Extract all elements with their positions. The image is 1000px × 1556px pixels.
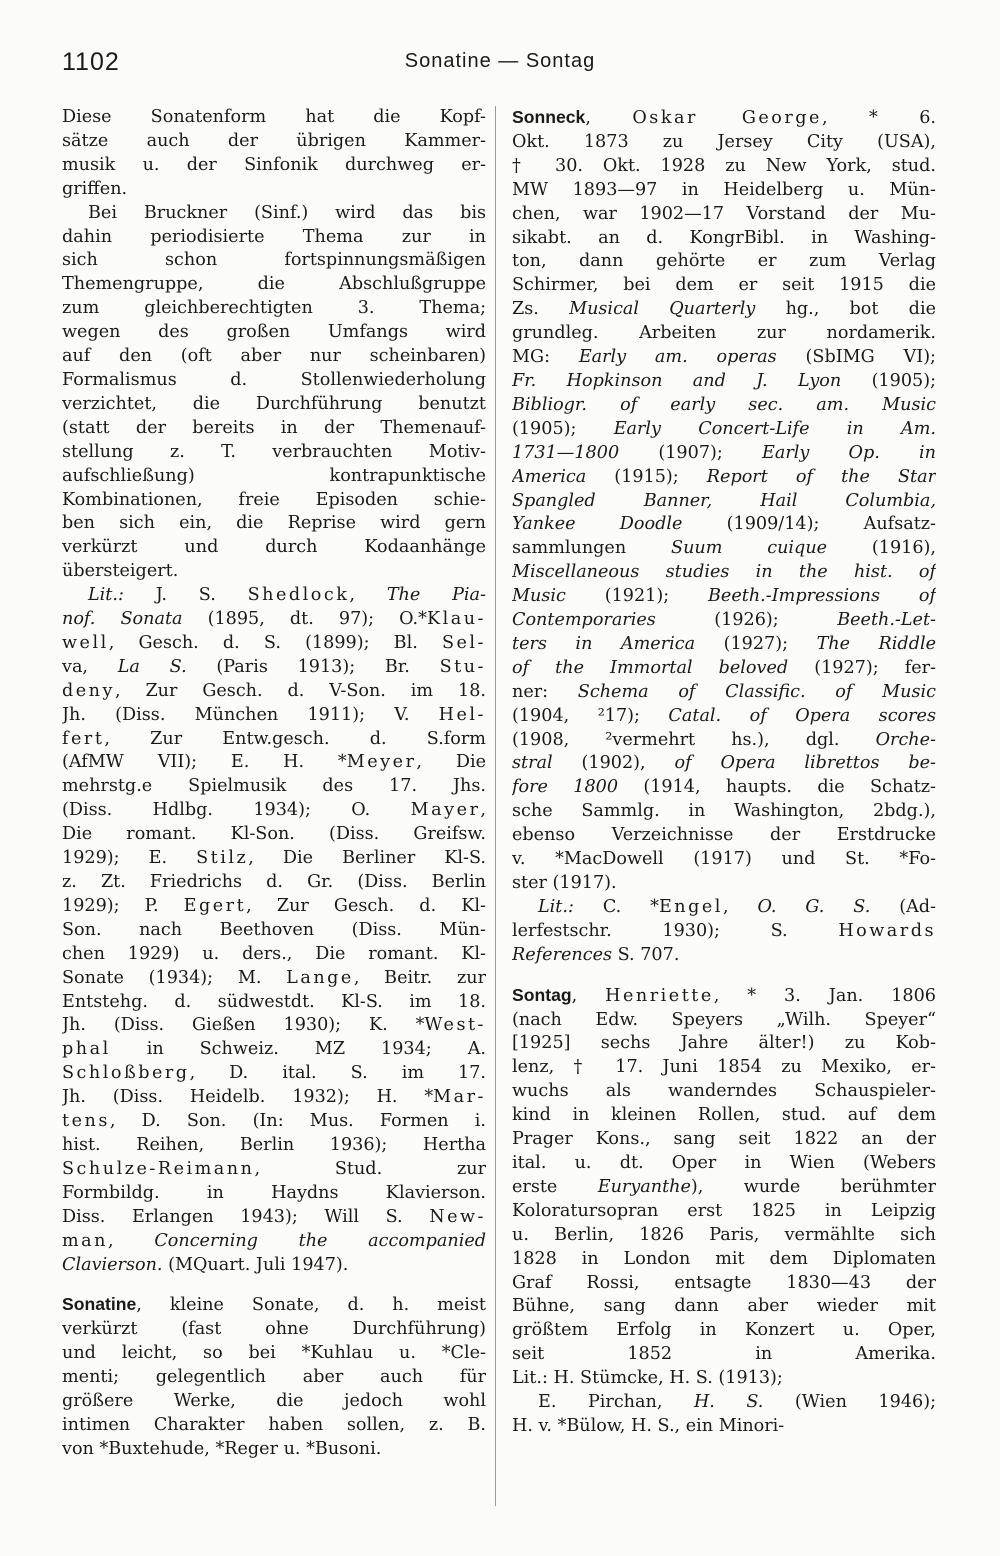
text-line: (statt der bereits in der Themenauf- — [62, 417, 486, 438]
entry-headword-line: Sonatine, kleine Sonate, d. h. meist — [62, 1294, 486, 1316]
text-line: ital. u. dt. Oper in Wien (Webers — [512, 1152, 936, 1173]
text-line: Jh. (Diss. München 1911); V. Hel- — [62, 704, 486, 725]
text-line: Schloßberg, D. ital. S. im 17. — [62, 1063, 486, 1084]
text-line: fore 1800 (1914, haupts. die Schatz- — [512, 777, 936, 798]
text-line: Bei Bruckner (Sinf.) wird das bis — [88, 202, 486, 223]
text-line: erste Euryanthe), wurde berühmter — [512, 1176, 936, 1197]
text-line: ner: Schema of Classific. of Music — [512, 681, 936, 702]
text-line: hist. Reihen, Berlin 1936); Hertha — [62, 1134, 486, 1155]
text-line: Zs. Musical Quarterly hg., bot die — [512, 299, 936, 320]
text-line: menti; gelegentlich aber auch für — [62, 1367, 486, 1388]
text-line: 1731—1800 (1907); Early Op. in — [512, 442, 936, 463]
text-line: Son. nach Beethoven (Diss. Mün- — [62, 919, 486, 940]
text-line: Schulze-Reimann, Stud. zur — [62, 1158, 486, 1179]
text-line: [1925] sechs Jahre älter!) zu Kob- — [512, 1033, 936, 1054]
text-line: Prager Kons., sang seit 1822 an der — [512, 1129, 936, 1150]
text-line: Bühne, sang dann aber wieder mit — [512, 1296, 936, 1317]
text-line: Yankee Doodle (1909/14); Aufsatz- — [512, 514, 936, 535]
text-line: v. *MacDowell (1917) und St. *Fo- — [512, 849, 936, 870]
text-line: America (1915); Report of the Star — [512, 466, 936, 487]
text-line: übersteigert. — [62, 561, 179, 582]
text-line: größere Werke, die jedoch wohl — [62, 1391, 486, 1412]
text-line: ters in America (1927); The Riddle — [512, 633, 936, 654]
text-line: grundleg. Arbeiten zur nordamerik. — [512, 323, 936, 344]
text-line: nof. Sonata (1895, dt. 97); O.*Klau- — [62, 609, 486, 630]
text-line: Okt. 1873 zu Jersey City (USA), — [512, 131, 936, 152]
text-line: MW 1893—97 in Heidelberg u. Mün- — [512, 179, 936, 200]
text-line: (1904, ²17); Catal. of Opera scores — [512, 705, 936, 726]
text-line: Formbildg. in Haydns Klavierson. — [62, 1182, 486, 1203]
text-line: Jh. (Diss. Heidelb. 1932); H. *Mar- — [62, 1087, 486, 1108]
text-line: stral (1902), of Opera librettos be- — [512, 753, 936, 774]
right-column — [512, 106, 936, 1526]
text-line: Diss. Erlangen 1943); Will S. New- — [62, 1206, 486, 1227]
entry-gap — [512, 968, 936, 984]
text-line: stellung z. T. verbrauchten Motiv- — [62, 441, 486, 462]
text-line: Entstehg. d. südwestdt. Kl-S. im 18. — [62, 991, 486, 1012]
text-line: va, La S. (Paris 1913); Br. Stu- — [62, 656, 486, 677]
text-line: Koloratursopran erst 1825 in Leipzig — [512, 1200, 936, 1221]
text-line: Lit.: C. *Engel, O. G. S. (Ad- — [538, 896, 936, 917]
text-line: seit 1852 in Amerika. — [512, 1344, 936, 1365]
entry-headword-line: Sontag, Henriette, * 3. Jan. 1806 — [512, 984, 936, 1006]
text-line: E. Pirchan, H. S. (Wien 1946); — [538, 1392, 936, 1413]
text-line: (1905); Early Concert-Life in Am. — [512, 418, 936, 439]
text-line: Graf Rossi, entsagte 1830—43 der — [512, 1272, 936, 1293]
text-line: verkürzt und durch Kodaanhänge — [62, 537, 486, 558]
text-line: kind in kleinen Rollen, stud. auf dem — [512, 1105, 936, 1126]
text-line: u. Berlin, 1826 Paris, vermählte sich — [512, 1224, 936, 1245]
text-line: (Diss. Hdlbg. 1934); O. Mayer, — [62, 800, 486, 821]
text-line: verzichtet, die Durchführung benutzt — [62, 393, 486, 414]
entry-headword-line: Sonneck, Oskar George, * 6. — [512, 107, 936, 128]
text-line: sche Sammlg. in Washington, 2bdg.), — [512, 801, 936, 822]
text-line: griffen. — [62, 178, 128, 199]
entry-gap — [62, 1277, 486, 1293]
text-line: sich schon fortspinnungsmäßigen — [62, 250, 486, 271]
text-line: Bibliogr. of early sec. am. Music — [512, 394, 936, 415]
text-line: (AfMW VII); E. H. *Meyer, Die — [62, 752, 486, 773]
text-line: well, Gesch. d. S. (1899); Bl. Sel- — [62, 632, 486, 653]
text-line: wuchs als wanderndes Schauspieler- — [512, 1081, 936, 1102]
text-line: z. Zt. Friedrichs d. Gr. (Diss. Berlin — [62, 872, 486, 892]
text-line: 1929); P. Egert, Zur Gesch. d. Kl- — [62, 895, 486, 916]
running-head: Sonatine — Sontag — [404, 50, 596, 72]
text-line: mehrstg.e Spielmusik des 17. Jhs. — [62, 776, 486, 797]
text-line: Sonate (1934); M. Lange, Beitr. zur — [62, 967, 486, 988]
text-line: dahin periodisierte Thema zur in — [62, 226, 486, 247]
text-line: aufschließung) kontrapunktische — [62, 465, 486, 486]
text-line: (nach Edw. Speyers „Wilh. Speyer“ — [512, 1009, 936, 1030]
text-line: (1908, ²vermehrt hs.), dgl. Orche- — [512, 729, 936, 750]
text-line: Music (1921); Beeth.-Impressions of — [512, 586, 936, 607]
text-line: ben sich ein, die Reprise wird gern — [62, 513, 486, 534]
text-line: ster (1917). — [512, 873, 617, 893]
text-line: Themengruppe, die Abschlußgruppe — [62, 274, 486, 295]
text-line: intimen Charakter haben sollen, z. B. — [62, 1414, 486, 1435]
text-line: phal in Schweiz. MZ 1934; A. — [62, 1039, 486, 1060]
text-line: MG: Early am. operas (SbIMG VI); — [512, 347, 936, 368]
text-line: zum gleichberechtigten 3. Thema; — [62, 298, 486, 319]
text-line: verkürzt (fast ohne Durchführung) — [62, 1319, 486, 1340]
text-line: größtem Erfolg in Konzert u. Oper, — [512, 1320, 936, 1341]
text-line: chen, war 1902—17 Vorstand der Mu- — [512, 203, 936, 224]
text-line: of the Immortal beloved (1927); fer- — [512, 657, 936, 678]
text-line: tens, D. Son. (In: Mus. Formen i. — [62, 1111, 486, 1132]
text-line: 1828 in London mit dem Diplomaten — [512, 1248, 936, 1269]
text-line: fert, Zur Entw.gesch. d. S.form — [62, 728, 486, 749]
text-line: und leicht, so bei *Kuhlau u. *Cle- — [62, 1343, 486, 1364]
text-line: Clavierson. (MQuart. Juli 1947). — [62, 1254, 349, 1275]
text-line: † 30. Okt. 1928 zu New York, stud. — [512, 155, 936, 176]
text-line: Contemporaries (1926); Beeth.-Let- — [512, 610, 936, 631]
text-line: von *Buxtehude, *Reger u. *Busoni. — [62, 1438, 382, 1459]
text-line: Kombinationen, freie Episoden schie- — [62, 489, 486, 510]
text-line: ebenso Verzeichnisse der Erstdrucke — [512, 825, 936, 846]
text-line: sikabt. an d. KongrBibl. in Washing- — [512, 227, 936, 248]
text-line: lerfestschr. 1930); S. Howards — [512, 920, 936, 941]
text-line: wegen des großen Umfangs wird — [62, 322, 486, 343]
column-divider — [495, 106, 496, 1506]
text-line: sätze auch der übrigen Kammer- — [62, 130, 486, 151]
text-line: H. v. *Bülow, H. S., ein Minori- — [512, 1415, 785, 1436]
text-line: Formalismus d. Stollenwiederholung — [62, 369, 486, 390]
text-line: Jh. (Diss. Gießen 1930); K. *West- — [62, 1015, 486, 1036]
left-column — [62, 106, 486, 1526]
page-header — [62, 48, 938, 88]
text-line: sammlungen Suum cuique (1916), — [512, 538, 936, 559]
text-line: Lit.: J. S. Shedlock, The Pia- — [88, 585, 486, 606]
text-line: Schirmer, bei dem er seit 1915 die — [512, 275, 936, 296]
text-line: Miscellaneous studies in the hist. of — [512, 562, 936, 583]
text-line: References S. 707. — [512, 944, 680, 965]
text-line: auf den (oft aber nur scheinbaren) — [62, 346, 486, 367]
text-line: Die romant. Kl-Son. (Diss. Greifsw. — [62, 824, 486, 845]
text-line: Spangled Banner, Hail Columbia, — [512, 490, 936, 511]
text-line: chen 1929) u. ders., Die romant. Kl- — [62, 943, 486, 964]
page-number: 1102 — [62, 48, 120, 76]
text-line: lenz, † 17. Juni 1854 zu Mexiko, er- — [512, 1057, 936, 1078]
text-line: ton, dann gehörte er zum Verlag — [512, 251, 936, 272]
text-line: Fr. Hopkinson and J. Lyon (1905); — [512, 370, 936, 391]
text-line: Diese Sonatenform hat die Kopf- — [62, 107, 486, 127]
text-line: man, Concerning the accompanied — [62, 1230, 486, 1251]
text-line: 1929); E. Stilz, Die Berliner Kl-S. — [62, 848, 486, 869]
text-line: deny, Zur Gesch. d. V-Son. im 18. — [62, 680, 486, 701]
text-line: Lit.: H. Stümcke, H. S. (1913); — [512, 1368, 783, 1389]
text-line: musik u. der Sinfonik durchweg er- — [62, 154, 486, 175]
